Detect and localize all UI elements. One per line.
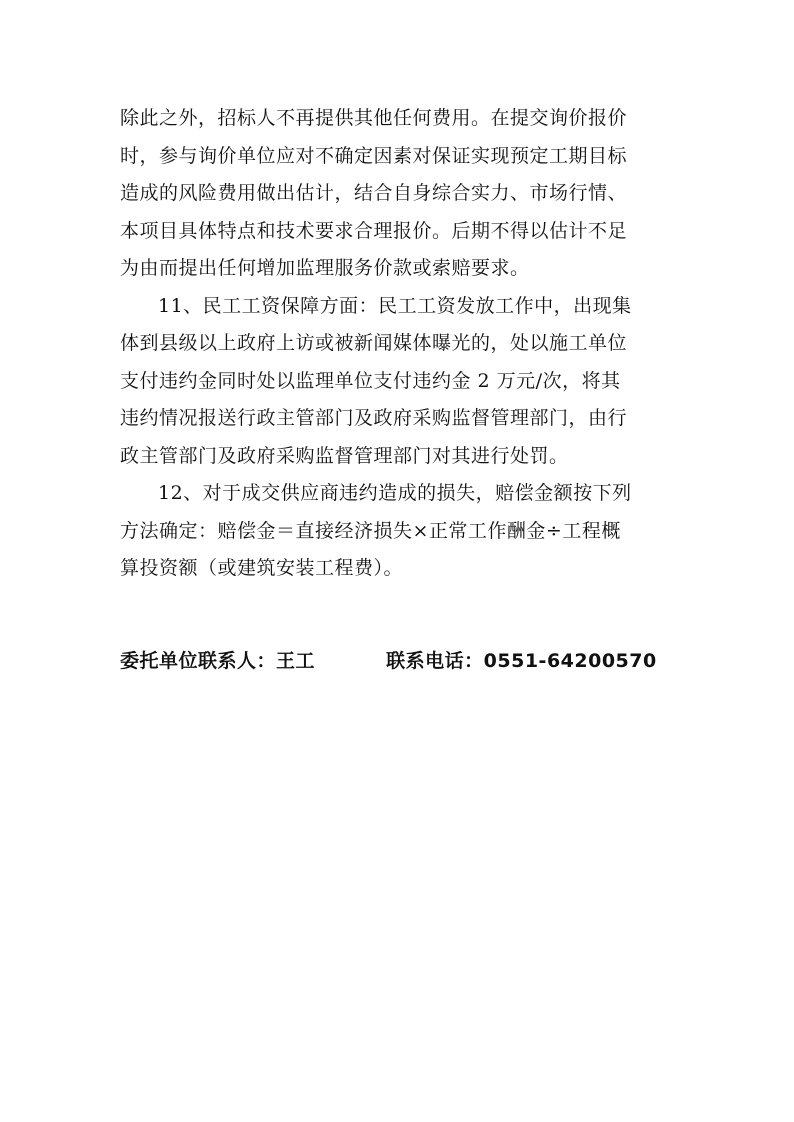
text-line: 算投资额（或建筑安装工程费）。 xyxy=(120,557,404,579)
text-line: 方法确定：赔偿金＝直接经济损失×正常工作酬金÷工程概 xyxy=(120,519,621,542)
contact-person-name: 王工 xyxy=(276,650,316,672)
text-line: 12、对于成交供应商违约造成的损失，赔偿金额按下列 xyxy=(158,482,632,504)
contact-phone-number: 0551-64200570 xyxy=(483,650,657,672)
paragraph-cost-notice xyxy=(120,100,680,288)
text-line: 造成的风险费用做出估计，结合自身综合实力、市场行情、 xyxy=(120,182,628,204)
paragraph-clause-11 xyxy=(120,288,680,476)
text-line: 除此之外，招标人不再提供其他任何费用。在提交询价报价 xyxy=(120,107,628,129)
text-line: 违约情况报送行政主管部门及政府采购监督管理部门，由行 xyxy=(120,407,628,429)
text-line: 政主管部门及政府采购监督管理部门对其进行处罚。 xyxy=(120,444,569,467)
contact-person-label: 委托单位联系人： xyxy=(120,650,277,672)
text-line: 时，参与询价单位应对不确定因素对保证实现预定工期目标 xyxy=(120,144,628,167)
text-line: 为由而提出任何增加监理服务价款或索赔要求。 xyxy=(120,257,530,279)
text-line: 支付违约金同时处以监理单位支付违约金 2 万元/次，将其 xyxy=(120,369,621,392)
text-line: 11、民工工资保障方面：民工工资发放工作中，出现集 xyxy=(158,294,632,317)
text-line: 体到县级以上政府上访或被新闻媒体曝光的，处以施工单位 xyxy=(120,332,628,354)
contact-info xyxy=(120,646,657,673)
document-body xyxy=(120,100,680,588)
contact-phone xyxy=(386,650,657,672)
contact-phone-label: 联系电话： xyxy=(386,650,484,672)
paragraph-clause-12 xyxy=(120,475,680,588)
text-line: 本项目具体特点和技术要求合理报价。后期不得以估计不足 xyxy=(120,219,628,242)
